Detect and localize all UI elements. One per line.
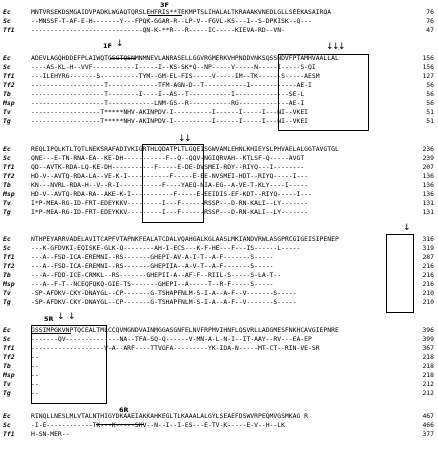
species-name: Msp: [3, 371, 15, 379]
residue-number: 76: [426, 17, 434, 25]
sequence-row: [0, 253, 438, 262]
sequence-text: REQLIPQLKTLTQTLNEKSRAFADIVKIGRTHLQDATPLTLGQEISGWVAMLEHNLKHIEYSLPHVAELALGGTAVGTGL: [31, 145, 339, 153]
sequence-text: QNE---E-TN-RNA-EA--KE-DH-----------F--Q--QQV-NGIQRVAH--KTLSF-Q-----AVGT: [31, 154, 305, 162]
primer-label-1f: 1F: [103, 42, 112, 50]
species-name: Msp: [3, 190, 15, 198]
arrow-block3-a-icon: ↓: [178, 134, 186, 144]
residue-number: 127: [422, 72, 434, 80]
sequence-text: --: [31, 371, 39, 379]
species-name: Ec: [3, 235, 11, 243]
sequence-text: ADEVLAGQHDDEFPLAIWQTGSGTQSNMNMNEVLANRASELLGGVRGMERKVHPNDDVNKSQSSNDVFPTAMHVAALLAL: [31, 54, 339, 62]
species-name: Msp: [3, 280, 15, 288]
sequence-row: [0, 8, 438, 17]
residue-number: 76: [426, 8, 434, 16]
residue-number: 466: [422, 421, 434, 429]
residue-number: 156: [422, 63, 434, 71]
species-name: Ec: [3, 412, 11, 420]
sequence-text: -------------------V-A--ARF----TTVGFA---------YK-IDA-N-----MT-CT--RIN-VE-SR: [31, 344, 320, 352]
sequence-row: [0, 430, 438, 439]
sequence-row: [0, 289, 438, 298]
residue-number: 207: [422, 163, 434, 171]
species-name: Ec: [3, 145, 11, 153]
sequence-text: -------QV--------------NA--TFA-SQ-Q------V-MN-A-L-N-I--IT-AAY--RV---EA-EP: [31, 335, 312, 343]
residue-number: 56: [426, 99, 434, 107]
sequence-text: NTHPEYARRVADELAVITCAPFVTAPNKFEALATCDALVQAHGALKGLAASLMKIANDVRWLASGPRCGIGEISIPENEP: [31, 235, 339, 243]
sequence-row: [0, 335, 438, 344]
species-name: Tv: [3, 199, 11, 207]
species-name: Tg: [3, 117, 11, 125]
sequence-text: ------------------T*****NHV-AKINPDV-I----------I------I-----I---NI--VKEI: [31, 117, 309, 125]
species-name: Tb: [3, 271, 11, 279]
primer-label-6r: 6R: [119, 406, 129, 414]
sequence-text: HD-V--AVTQ-RDA-RA--AKE-K-I-----------F-----E-EEIDIS-EF-KDT--RIYQ-----I---: [31, 190, 312, 198]
sequence-row: [0, 262, 438, 271]
species-name: Tf2: [3, 262, 15, 270]
sequence-text: ---A--F-T--NCEQFQKQ-GIE-TS-------GHEPI--A-----T--R-F-----S-----: [31, 280, 274, 288]
species-name: Msp: [3, 99, 15, 107]
species-name: Tg: [3, 298, 11, 306]
sequence-text: -------------------T--------I----I--AS--T-----------I--------------SE-L: [31, 90, 305, 98]
sequence-row: [0, 244, 438, 253]
sequence-text: GSSIMPGKVNPTQCEALTMLCCQVMGNDVAINMGGASGNFELNVFRPMVIHNFLQSVRLLADGMESFNKHCAVGIEPNRE: [31, 326, 339, 334]
residue-number: 156: [422, 54, 434, 62]
arrow-block2-a-icon: ↓: [326, 42, 334, 52]
sequence-row: [0, 371, 438, 380]
sequence-row: [0, 208, 438, 217]
species-name: Sc: [3, 421, 11, 429]
residue-number: 136: [422, 181, 434, 189]
species-name: Tf1: [3, 253, 15, 261]
sequence-row: [0, 17, 438, 26]
sequence-row: [0, 235, 438, 244]
residue-number: 319: [422, 244, 434, 252]
arrow-block3-b-icon: ↓: [184, 134, 192, 144]
sequence-text: QD--AVTK-RDA-LQ-KE-DH-----------F-----E-DE-DVSMEI-RDY--RIYQ---I--------: [31, 163, 305, 171]
sequence-text: I*P-MEA-RG-ID-FRT-EDEYKKV---------I---F------RSSP---D-RN-KALI--LY-------: [31, 199, 309, 207]
residue-number: 210: [422, 298, 434, 306]
sequence-text: H-SN-MER--: [31, 430, 70, 438]
sequence-text: I*P-MEA-RG-ID-FRT-EDEYKKV---------I---F------RSSP---D-RN-KALI--LY-------: [31, 208, 309, 216]
sequence-text: -------------------T------------LNM-GS--R-----------RG-------------AE-I: [31, 99, 305, 107]
residue-number: 51: [426, 117, 434, 125]
residue-number: 396: [422, 326, 434, 334]
arrow-block2-c-icon: ↓: [338, 42, 346, 52]
sequence-text: --: [31, 389, 39, 397]
residue-number: 236: [422, 145, 434, 153]
species-name: Tg: [3, 389, 11, 397]
residue-number: 218: [422, 353, 434, 361]
residue-number: 51: [426, 108, 434, 116]
sequence-row: [0, 344, 438, 353]
residue-number: 239: [422, 154, 434, 162]
species-name: Sc: [3, 17, 11, 25]
species-name: Tv: [3, 380, 11, 388]
residue-number: 287: [422, 253, 434, 261]
arrow-5r-a-icon: ↓: [57, 312, 65, 322]
arrow-5r-b-icon: ↓: [68, 312, 76, 322]
residue-number: 212: [422, 380, 434, 388]
species-name: Tf1: [3, 430, 15, 438]
sequence-row: [0, 199, 438, 208]
sequence-row: [0, 163, 438, 172]
sequence-row: [0, 389, 438, 398]
species-name: Tb: [3, 181, 11, 189]
sequence-row: [0, 108, 438, 117]
residue-number: 131: [422, 208, 434, 216]
species-name: Sc: [3, 335, 11, 343]
sequence-text: ---A--FSD-ICA-EREMNI--RS-------GHEPIIA--A-V-T--A-F-------S-----: [31, 262, 274, 270]
sequence-text: ---K-GFDVKI-EQISKE-GLK-Q--------AH-I-ECS---K-F-HE---F---IS------L-----: [31, 244, 301, 252]
species-name: Ec: [3, 54, 11, 62]
sequence-text: RINQLLNESLMLVTALNTHIGYDKAAEIAKKAHKEGLTLKAAALALGYLSEAEFDSWVRPEQMVGSMKAG R: [31, 412, 309, 420]
sequence-row: [0, 26, 438, 35]
sequence-row: [0, 421, 438, 430]
sequence-row: [0, 90, 438, 99]
sequence-text: -------------------T-------------TFM-AGN-D--T-----------I------------AE-I: [31, 81, 312, 89]
sequence-row: [0, 362, 438, 371]
species-name: Ec: [3, 8, 11, 16]
residue-number: 218: [422, 371, 434, 379]
species-name: Tf1: [3, 344, 15, 352]
sequence-text: MNTVRSEKDSMGAIDVPADKLWGAQTQRSLEHFRIS**TEKMPTSLIHALALTKRAAAKVNEDLGLLSEEKASAIRQA: [31, 8, 332, 16]
residue-number: 131: [422, 199, 434, 207]
species-name: Tf2: [3, 353, 15, 361]
sequence-text: --: [31, 362, 39, 370]
arrow-block2-b-icon: ↓: [332, 42, 340, 52]
sequence-text: HD-V--AVTQ-RDA-LA--VE-K-I-----------F-----E-EE-NVSMEI-HDT--RIYQ-----I---: [31, 172, 309, 180]
residue-number: 316: [422, 235, 434, 243]
residue-number: 47: [426, 26, 434, 34]
species-name: Tv: [3, 289, 11, 297]
primer-label-3f: 3F: [160, 1, 169, 9]
species-name: Tf1: [3, 163, 15, 171]
species-name: Sc: [3, 63, 11, 71]
sequence-text: --: [31, 380, 39, 388]
species-name: Tf2: [3, 172, 15, 180]
sequence-row: [0, 154, 438, 163]
sequence-text: ---A--FDD-ICE-CRMKL--RS-------GHEPII-A--AF-F--RIIL-S-----S-LA-T--: [31, 271, 282, 279]
sequence-row: [0, 117, 438, 126]
sequence-text: ---A--FSD-ICA-EREMNI--RS-------GHEPI-AV-A-I-T--A-F-------S-----: [31, 253, 274, 261]
sequence-text: --MNSSF-T-AF-E-H-------Y---FPQK-GGAR-R--LP-V--FGVL-KS---I--S-DPKISK--Q---: [31, 17, 312, 25]
arrow-block4-icon: ↓: [403, 223, 411, 233]
residue-number: 136: [422, 190, 434, 198]
residue-number: 212: [422, 389, 434, 397]
residue-number: 467: [422, 412, 434, 420]
sequence-row: [0, 81, 438, 90]
residue-number: 399: [422, 335, 434, 343]
species-name: Tf2: [3, 81, 15, 89]
sequence-row: [0, 181, 438, 190]
species-name: Sc: [3, 244, 11, 252]
residue-number: 377: [422, 430, 434, 438]
residue-number: 56: [426, 81, 434, 89]
sequence-text: KN---NVRL-RDA-H--V--R-I-----------F----YAEQ-NIA-EG--A-VE-T-KLY----I-----: [31, 181, 309, 189]
species-name: Tg: [3, 208, 11, 216]
sequence-row: [0, 380, 438, 389]
species-name: Tf1: [3, 26, 15, 34]
arrow-1f-icon: ↓: [116, 39, 124, 49]
sequence-text: ------------------T*****NHV-AKINPDV-I----------I------I-----I---NI--VKEI: [31, 108, 309, 116]
sequence-text: -I-E------------TK---K-----SKV--N--I--I-ES---E-TV-K-----E-V--H--LK: [31, 421, 285, 429]
sequence-row: [0, 72, 438, 81]
residue-number: 216: [422, 280, 434, 288]
primer-label-5r: 5R: [44, 315, 54, 323]
residue-number: 136: [422, 172, 434, 180]
sequence-text: -SP-AFDKV-CKY-DNAYGL--CP-------G-TSHAPFNLM-S-I-A--A-F--V-------S-----: [31, 289, 297, 297]
sequence-row: [0, 298, 438, 307]
sequence-row: [0, 54, 438, 63]
species-name: Tb: [3, 90, 11, 98]
sequence-row: [0, 271, 438, 280]
residue-number: 216: [422, 271, 434, 279]
residue-number: 216: [422, 262, 434, 270]
sequence-row: [0, 145, 438, 154]
sequence-row: [0, 353, 438, 362]
sequence-row: [0, 99, 438, 108]
residue-number: 56: [426, 90, 434, 98]
species-name: Tf1: [3, 72, 15, 80]
species-name: Sc: [3, 154, 11, 162]
sequence-row: [0, 280, 438, 289]
residue-number: 210: [422, 289, 434, 297]
sequence-text: -----------------------------QN-K-**R---R-----IC-----KIEVA-RD--VN-: [31, 26, 285, 34]
species-name: Tv: [3, 108, 11, 116]
species-name: Ec: [3, 326, 11, 334]
sequence-row: [0, 326, 438, 335]
sequence-row: [0, 172, 438, 181]
sequence-text: --: [31, 353, 39, 361]
residue-number: 218: [422, 362, 434, 370]
sequence-row: [0, 412, 438, 421]
sequence-text: -SP-AFDKV-CKY-DNAYGL--CP-------G-TSHAPFNLM-S-I-A--A-F--V-------S-----: [31, 298, 297, 306]
sequence-row: [0, 63, 438, 72]
sequence-row: [0, 190, 438, 199]
species-name: Tb: [3, 362, 11, 370]
residue-number: 367: [422, 344, 434, 352]
sequence-text: ----AS-KL-H--VVF-----------I-----I--KS-SK*Q--NP-----V-----N-----I-----S-QI: [31, 63, 316, 71]
sequence-text: ---ILEHYRG-------S----------TYM--GM-EL-FIS-----V-----IM--TK------S-----AESM: [31, 72, 320, 80]
